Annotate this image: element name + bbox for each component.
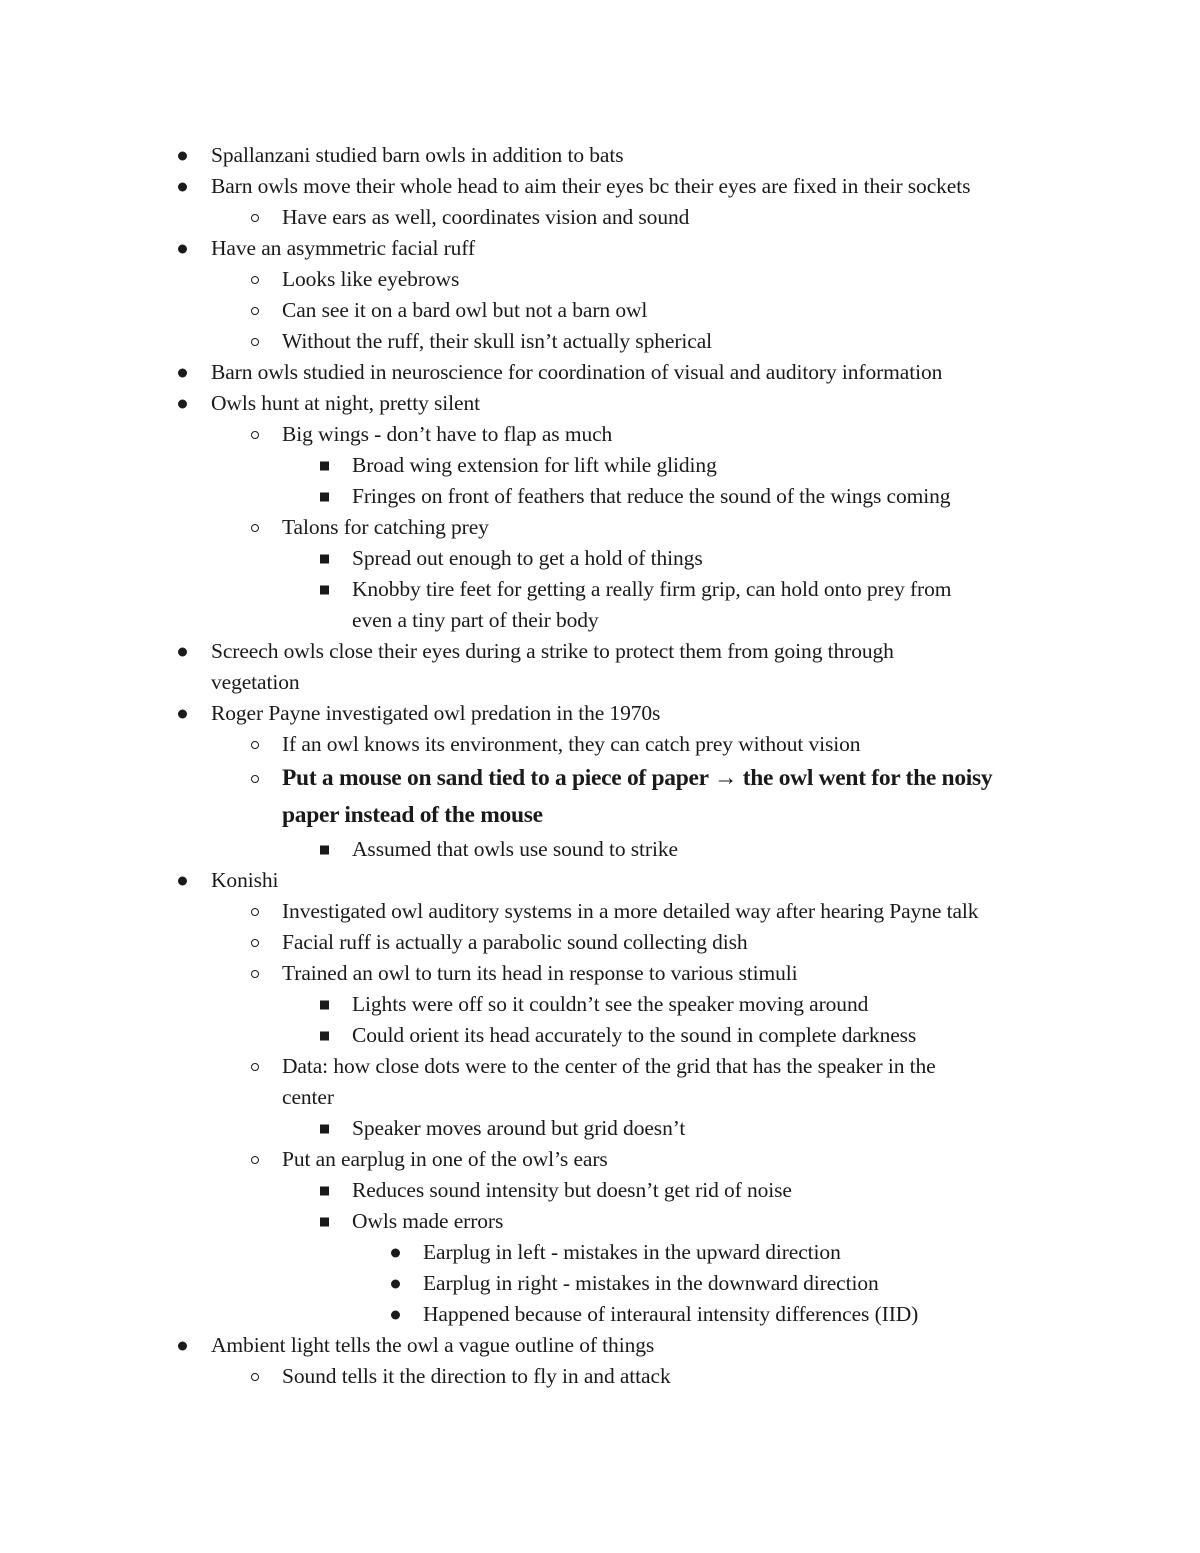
bullet-circle-icon <box>251 939 259 947</box>
list-item: Put an earplug in one of the owl’s ears <box>0 1144 1200 1175</box>
list-item: Barn owls studied in neuroscience for coordination of visual and auditory information <box>0 357 1200 388</box>
list-item: Earplug in left - mistakes in the upward direction <box>0 1237 1200 1268</box>
notes-page <box>0 140 1200 1392</box>
bullet-circle-icon <box>251 1156 259 1164</box>
list-item: Spallanzani studied barn owls in addition to bats <box>0 140 1200 171</box>
bullet-circle-icon <box>251 775 259 783</box>
list-item: Roger Payne investigated owl predation in the 1970s <box>0 698 1200 729</box>
bullet-square-icon <box>320 845 329 854</box>
bullet-square-icon <box>320 585 329 594</box>
list-item: Fringes on front of feathers that reduce the sound of the wings coming <box>0 481 1200 512</box>
list-item: Knobby tire feet for getting a really firm grip, can hold onto prey from <box>0 574 1200 605</box>
list-item: Facial ruff is actually a parabolic sound collecting dish <box>0 927 1200 958</box>
bullet-disc-icon <box>178 709 187 718</box>
list-item: Lights were off so it couldn’t see the speaker moving around <box>0 989 1200 1020</box>
bullet-circle-icon <box>251 338 259 346</box>
bullet-circle-icon <box>251 307 259 315</box>
list-item-continuation: vegetation <box>211 670 300 694</box>
bullet-square-icon <box>320 554 329 563</box>
bullet-disc-icon <box>391 1310 400 1319</box>
list-item: Put a mouse on sand tied to a piece of paper → the owl went for the noisy <box>0 760 1200 797</box>
bullet-square-icon <box>320 461 329 470</box>
bullet-disc-icon <box>178 1341 187 1350</box>
bullet-circle-icon <box>251 908 259 916</box>
list-item: Assumed that owls use sound to strike <box>0 834 1200 865</box>
bullet-disc-icon <box>391 1279 400 1288</box>
list-item: Reduces sound intensity but doesn’t get rid of noise <box>0 1175 1200 1206</box>
list-item: Investigated owl auditory systems in a more detailed way after hearing Payne talk <box>0 896 1200 927</box>
list-item: Big wings - don’t have to flap as much <box>0 419 1200 450</box>
list-item: Happened because of interaural intensity differences (IID) <box>0 1299 1200 1330</box>
list-item: Without the ruff, their skull isn’t actually spherical <box>0 326 1200 357</box>
list-item: Screech owls close their eyes during a strike to protect them from going through <box>0 636 1200 667</box>
bullet-square-icon <box>320 1217 329 1226</box>
bullet-circle-icon <box>251 1373 259 1381</box>
bullet-circle-icon <box>251 214 259 222</box>
list-item: Spread out enough to get a hold of things <box>0 543 1200 574</box>
list-item: Owls hunt at night, pretty silent <box>0 388 1200 419</box>
list-item: Sound tells it the direction to fly in and attack <box>0 1361 1200 1392</box>
bullet-circle-icon <box>251 970 259 978</box>
list-item: Konishi <box>0 865 1200 896</box>
list-item-continuation: center <box>282 1085 334 1109</box>
bullet-disc-icon <box>178 182 187 191</box>
list-item: Speaker moves around but grid doesn’t <box>0 1113 1200 1144</box>
list-item: Broad wing extension for lift while gliding <box>0 450 1200 481</box>
list-item: Could orient its head accurately to the sound in complete darkness <box>0 1020 1200 1051</box>
bullet-disc-icon <box>391 1248 400 1257</box>
list-item: Have ears as well, coordinates vision and sound <box>0 202 1200 233</box>
bullet-disc-icon <box>178 399 187 408</box>
bullet-circle-icon <box>251 276 259 284</box>
bullet-disc-icon <box>178 876 187 885</box>
list-item: Ambient light tells the owl a vague outline of things <box>0 1330 1200 1361</box>
list-item: Barn owls move their whole head to aim their eyes bc their eyes are fixed in their sockets <box>0 171 1200 202</box>
list-item: Can see it on a bard owl but not a barn owl <box>0 295 1200 326</box>
list-item: If an owl knows its environment, they can catch prey without vision <box>0 729 1200 760</box>
list-item: Data: how close dots were to the center of the grid that has the speaker in the <box>0 1051 1200 1082</box>
list-item: Have an asymmetric facial ruff <box>0 233 1200 264</box>
bullet-circle-icon <box>251 1063 259 1071</box>
bullet-disc-icon <box>178 244 187 253</box>
bullet-square-icon <box>320 1000 329 1009</box>
list-item: Owls made errors <box>0 1206 1200 1237</box>
bullet-square-icon <box>320 1031 329 1040</box>
bullet-disc-icon <box>178 151 187 160</box>
list-item-continuation: even a tiny part of their body <box>352 608 599 632</box>
list-item: Looks like eyebrows <box>0 264 1200 295</box>
list-item: Earplug in right - mistakes in the downward direction <box>0 1268 1200 1299</box>
bullet-circle-icon <box>251 524 259 532</box>
list-item: Talons for catching prey <box>0 512 1200 543</box>
bullet-circle-icon <box>251 741 259 749</box>
list-item-continuation: paper instead of the mouse <box>282 802 543 828</box>
bullet-disc-icon <box>178 647 187 656</box>
bullet-square-icon <box>320 492 329 501</box>
bullet-circle-icon <box>251 431 259 439</box>
list-item: Trained an owl to turn its head in response to various stimuli <box>0 958 1200 989</box>
bullet-square-icon <box>320 1186 329 1195</box>
bullet-disc-icon <box>178 368 187 377</box>
bullet-square-icon <box>320 1124 329 1133</box>
